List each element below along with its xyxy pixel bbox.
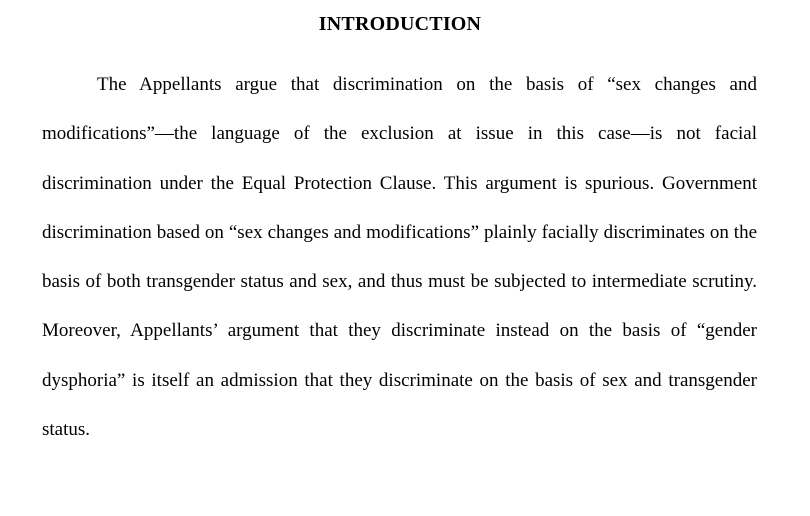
introduction-paragraph: The Appellants argue that discrimination on the basis of “sex changes and modifications”—the language of the exclusion at issue in this case—is not facial discrimination under the Equal Protection Clause. This argument is spurious. Government discrimination based on “sex changes and modifications” plainly facially discriminates on the basis of both transgender status and sex, and thus must be subjected to intermediate scrutiny. Moreover, Appellants’ argument that they discriminate instead on the basis of “gender dysphoria” is itself an admission that they discriminate on the basis of sex and transgender status. bbox=[42, 74, 757, 441]
section-heading: INTRODUCTION bbox=[318, 13, 482, 35]
